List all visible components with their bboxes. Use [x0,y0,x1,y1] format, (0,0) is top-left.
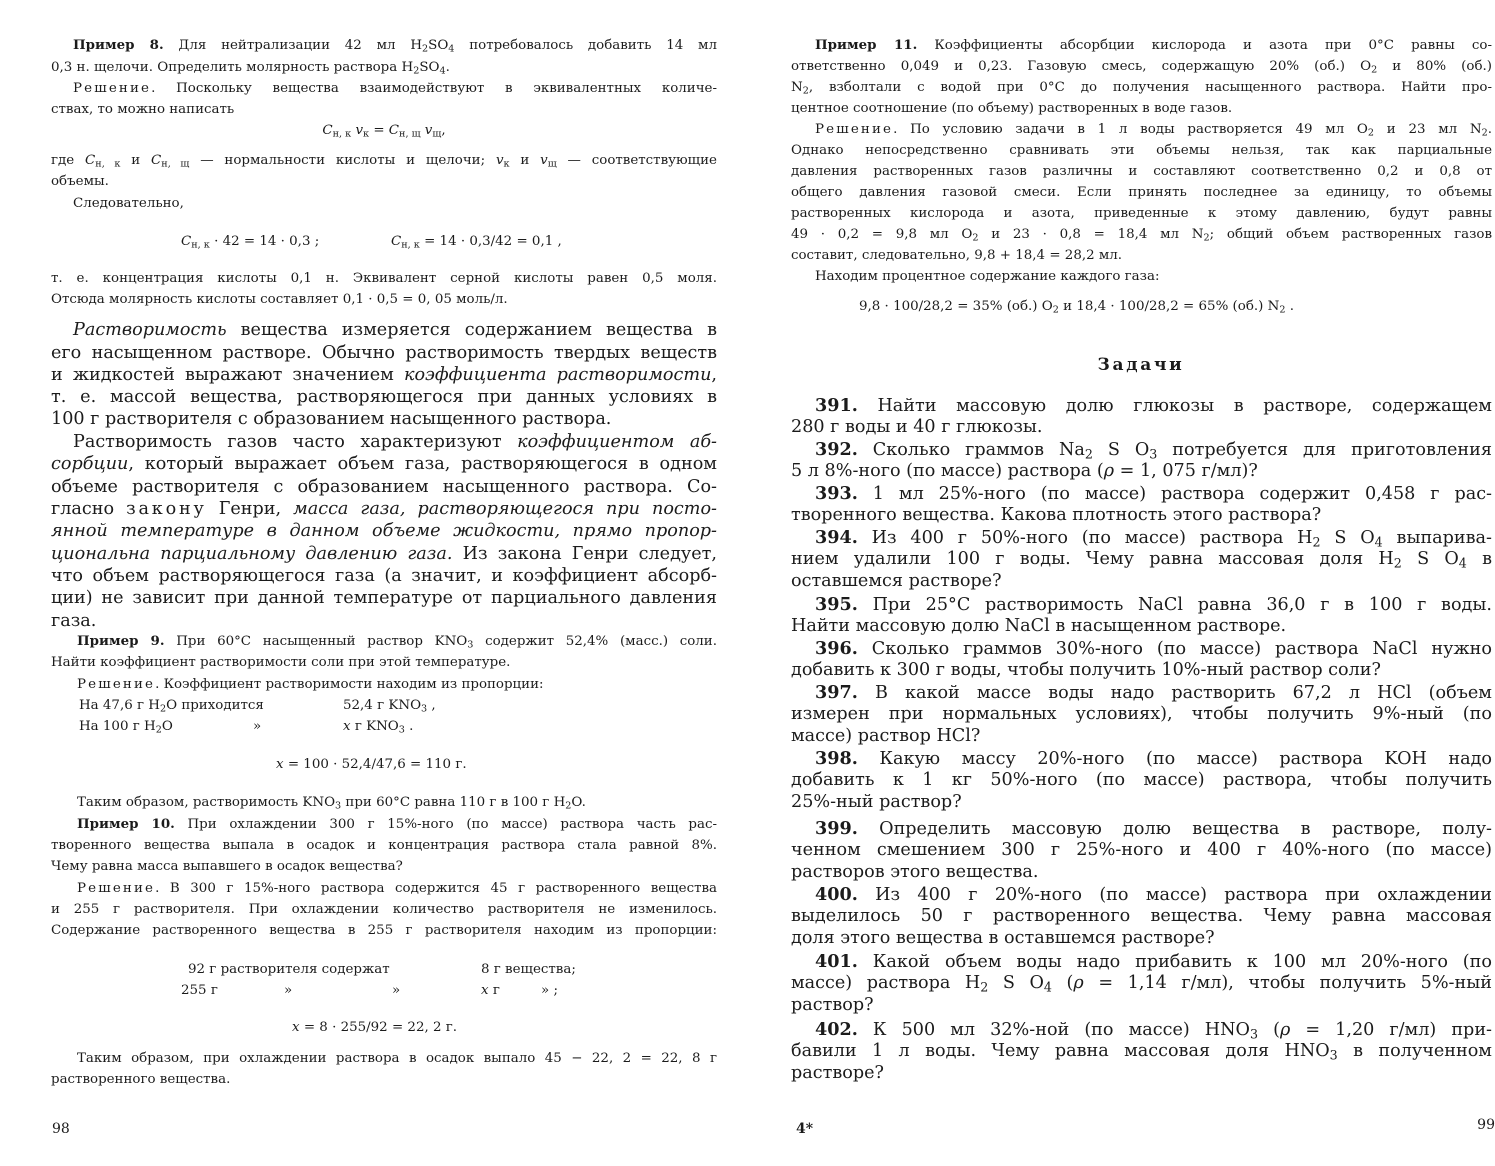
problem-line: ченном смешением 300 г 25%-ного и 400 г 40%-ного (по массе) [791,840,1492,860]
problem-line: 398. Какую массу 20%-ного (по массе) раствора KOH надо [815,748,1492,769]
text-line: творенного вещества выпала в осадок и концентрация раствора стала равной 8%. [51,838,717,853]
text-line: что объем растворяющегося газа (а значит, и коэффициент абсорб- [51,566,717,586]
problem-line: бавили 1 л воды. Чему равна массовая доля $HNO_3$ в полученном [791,1041,1492,1063]
proportion-text: » [284,983,293,998]
proportion-text: На 47,6 г $H_2O$ приходится [79,698,264,715]
text-line: Решение. Поскольку вещества взаимодействуют в эквивалентных количе- [73,81,717,96]
problem-line: 399. Определить массовую долю вещества в растворе, полу- [815,818,1492,839]
text-line: 0,3 н. щелочи. Определить молярность раствора $H_2SO_4$. [51,60,450,77]
text-line: сорбции, который выражает объем газа, растворяющегося в одном [51,454,717,474]
formula: $C_{н, к} \cdot 42 = 14 \cdot 0,3$ ; [181,234,320,251]
problem-line: 280 г воды и 40 г глюкозы. [791,417,1043,437]
text-line: янной температуре в данном объеме жидкости, прямо пропор- [51,521,717,541]
text-line: газа. [51,611,97,631]
problem-line: оставшемся растворе? [791,571,1002,591]
text-line: Решение. Коэффициент растворимости находим из пропорции: [77,677,544,692]
proportion-text: 52,4 г $KNO_3$ , [343,698,436,715]
text-line: Решение. По условию задачи в 1 л воды растворяется 49 мл $O_2$ и 23 мл $N_2$. [815,122,1492,139]
text-line: центное соотношение (по объему) растворенных в воде газов. [791,101,1233,116]
text-line: гласно закону Генри, масса газа, растворяющегося при посто- [51,499,717,519]
problem-line: 393. 1 мл 25%-ного (по массе) раствора содержит 0,458 г рас- [815,483,1492,504]
problem-line: массе) раствор HCl? [791,726,981,746]
text-line: общего давления газовой смеси. Если принять последнее за единицу, то объемы [791,185,1492,200]
problem-line: массе) раствора $H_2$ S $O_4$ (ρ = 1,14 г/мл), чтобы получить 5%-ный [791,973,1492,995]
problem-line: раствор? [791,995,874,1015]
text-line: Найти коэффициент растворимости соли при этой температуре. [51,655,511,670]
text-line: Таким образом, растворимость $KNO_3$ при 60°C равна 110 г в 100 г $H_2O$. [77,795,586,812]
problem-line: 395. При 25°C растворимость NaCl равна 36,0 г в 100 г воды. [815,594,1492,615]
text-line: растворенных кислорода и азота, приведенные к этому давлению, будут равны [791,206,1492,221]
problem-line: 396. Сколько граммов 30%-ного (по массе) раствора NaCl нужно [815,638,1492,659]
problem-line: 25%-ный раствор? [791,792,962,812]
text-line: Пример 8. Для нейтрализации 42 мл $H_2SO_4$ потребовалось добавить 14 мл [73,37,717,55]
text-line: Однако непосредственно сравнивать эти объемы нельзя, так как парциальные [791,143,1492,158]
text-line: составит, следовательно, 9,8 + 18,4 = 28,2 мл. [791,248,1123,263]
text-line: его насыщенном растворе. Обычно растворимость твердых веществ [51,343,717,363]
text-line: Следовательно, [73,196,184,211]
problem-line: добавить к 1 кг 50%-ного (по массе) раствора, чтобы получить [791,770,1492,790]
formula: x = 8 · 255/92 = 22, 2 г. [292,1020,458,1035]
text-line: Находим процентное содержание каждого газа: [815,269,1160,284]
text-line: и 255 г растворителя. При охлаждении количество растворителя не изменилось. [51,902,717,917]
text-line: Пример 10. При охлаждении 300 г 15%-ного (по массе) раствора часть рас- [77,816,717,832]
formula: 9,8 · 100/28,2 = 35% (об.) $O_2$ и 18,4 · 100/28,2 = 65% (об.) $N_2$ . [859,299,1294,316]
text-line: объеме растворителя с образованием насыщенного раствора. Со- [51,477,717,497]
proportion-text: » [253,719,262,734]
problem-line: выделилось 50 г растворенного вещества. Чему равна массовая [791,906,1492,926]
right-page [745,0,1495,1166]
problem-line: 401. Какой объем воды надо прибавить к 100 мл 20%-ного (по [815,951,1492,972]
proportion-text: » ; [541,983,558,998]
text-line: 100 г растворителя с образованием насыщенного раствора. [51,409,612,429]
problem-line: 397. В какой массе воды надо растворить 67,2 л HCl (объем [815,682,1492,703]
text-line: $N_2$, взболтали с водой при 0°C до получения насыщенного раствора. Найти про- [791,80,1492,97]
problem-line: растворов этого вещества. [791,862,1039,882]
text-line: Пример 9. При 60°C насыщенный раствор $KNO_3$ содержит 52,4% (масс.) соли. [77,633,717,651]
text-line: где $C_{н, к}$ и $C_{н, щ}$ — нормальности кислоты и щелочи; $v_к$ и $v_щ$ — соответствующие [51,153,717,170]
problem-line: 402. К 500 мл 32%-ной (по массе) $HNO_3$ (ρ = 1,20 г/мл) при- [815,1019,1492,1042]
text-line: циональна парциальному давлению газа. Из закона Генри следует, [51,544,718,564]
problem-line: 5 л 8%-ного (по массе) раствора (ρ = 1, 075 г/мл)? [791,461,1258,481]
proportion-text: 255 г [181,983,218,998]
text-line: 49 · 0,2 = 9,8 мл $O_2$ и 23 · 0,8 = 18,4 мл $N_2$; общий объем растворенных газов [791,227,1492,244]
text-line: Растворимость вещества измеряется содержанием вещества в [73,320,717,340]
text-line: давления растворенных газов различны и составляют соответственно 0,2 и 0,8 от [791,164,1492,179]
left-page [0,0,745,1166]
text-line: растворенного вещества. [51,1072,231,1087]
text-line: ствах, то можно написать [51,102,235,117]
problem-line: растворе? [791,1063,884,1083]
problem-line: измерен при нормальных условиях), чтобы получить 9%-ный (по [791,704,1492,724]
proportion-text: На 100 г $H_2O$ [79,719,173,736]
section-title: Задачи [1097,355,1185,375]
problem-line: 394. Из 400 г 50%-ного (по массе) раствора $H_2$ S $O_4$ выпарива- [815,527,1492,550]
page-number: 99 [1477,1117,1495,1133]
page-number: 98 [52,1121,70,1137]
text-line: Таким образом, при охлаждении раствора в осадок выпало 45 − 22, 2 = 22, 8 г [77,1051,717,1066]
formula: x = 100 · 52,4/47,6 = 110 г. [276,757,467,772]
problem-line: доля этого вещества в оставшемся растворе? [791,928,1215,948]
text-line: объемы. [51,174,109,189]
signature-mark: 4* [796,1121,814,1137]
proportion-text: 92 г растворителя содержат [188,962,390,977]
text-line: Пример 11. Коэффициенты абсорбции кислорода и азота при 0°C равны со- [815,37,1492,53]
proportion-text: » [392,983,401,998]
text-line: Растворимость газов часто характеризуют коэффициентом аб- [73,432,718,452]
text-line: Содержание растворенного вещества в 255 г растворителя находим из пропорции: [51,923,717,938]
proportion-text: x г [481,983,500,998]
text-line: Чему равна масса выпавшего в осадок вещества? [51,859,403,874]
text-line: Решение. В 300 г 15%-ного раствора содержится 45 г растворенного вещества [77,881,717,896]
proportion-text: 8 г вещества; [481,962,576,977]
problem-line: Найти массовую долю NaCl в насыщенном растворе. [791,616,1287,636]
text-line: ответственно 0,049 и 0,23. Газовую смесь, содержащую 20% (об.) $O_2$ и 80% (об.) [791,59,1492,76]
formula: $C_{н, к} = 14 \cdot 0,3/42 = 0,1$ , [391,234,562,251]
formula: $C_{н, к}$ $v_к = C_{н, щ}$ $v_щ$, [322,123,446,140]
text-line: и жидкостей выражают значением коэффициента растворимости, [51,365,717,385]
proportion-text: x г $KNO_3$ . [343,719,414,736]
text-line: т. е. концентрация кислоты 0,1 н. Эквивалент серной кислоты равен 0,5 моля. [51,271,717,286]
text-line: т. е. массой вещества, растворяющегося при данных условиях в [51,387,717,407]
text-line: Отсюда молярность кислоты составляет 0,1 · 0,5 = 0, 05 моль/л. [51,292,508,307]
problem-line: творенного вещества. Какова плотность этого раствора? [791,505,1322,525]
problem-line: добавить к 300 г воды, чтобы получить 10%-ный раствор соли? [791,660,1381,680]
problem-line: нием удалили 100 г воды. Чему равна массовая доля $H_2$ S $O_4$ в [791,549,1492,571]
problem-line: 400. Из 400 г 20%-ного (по массе) раствора при охлаждении [815,884,1492,905]
problem-line: 391. Найти массовую долю глюкозы в растворе, содержащем [815,395,1492,416]
text-line: ции) не зависит при данной температуре от парциального давления [51,588,717,608]
problem-line: 392. Сколько граммов $Na_2$ S $O_3$ потребуется для приготовления [815,439,1492,462]
